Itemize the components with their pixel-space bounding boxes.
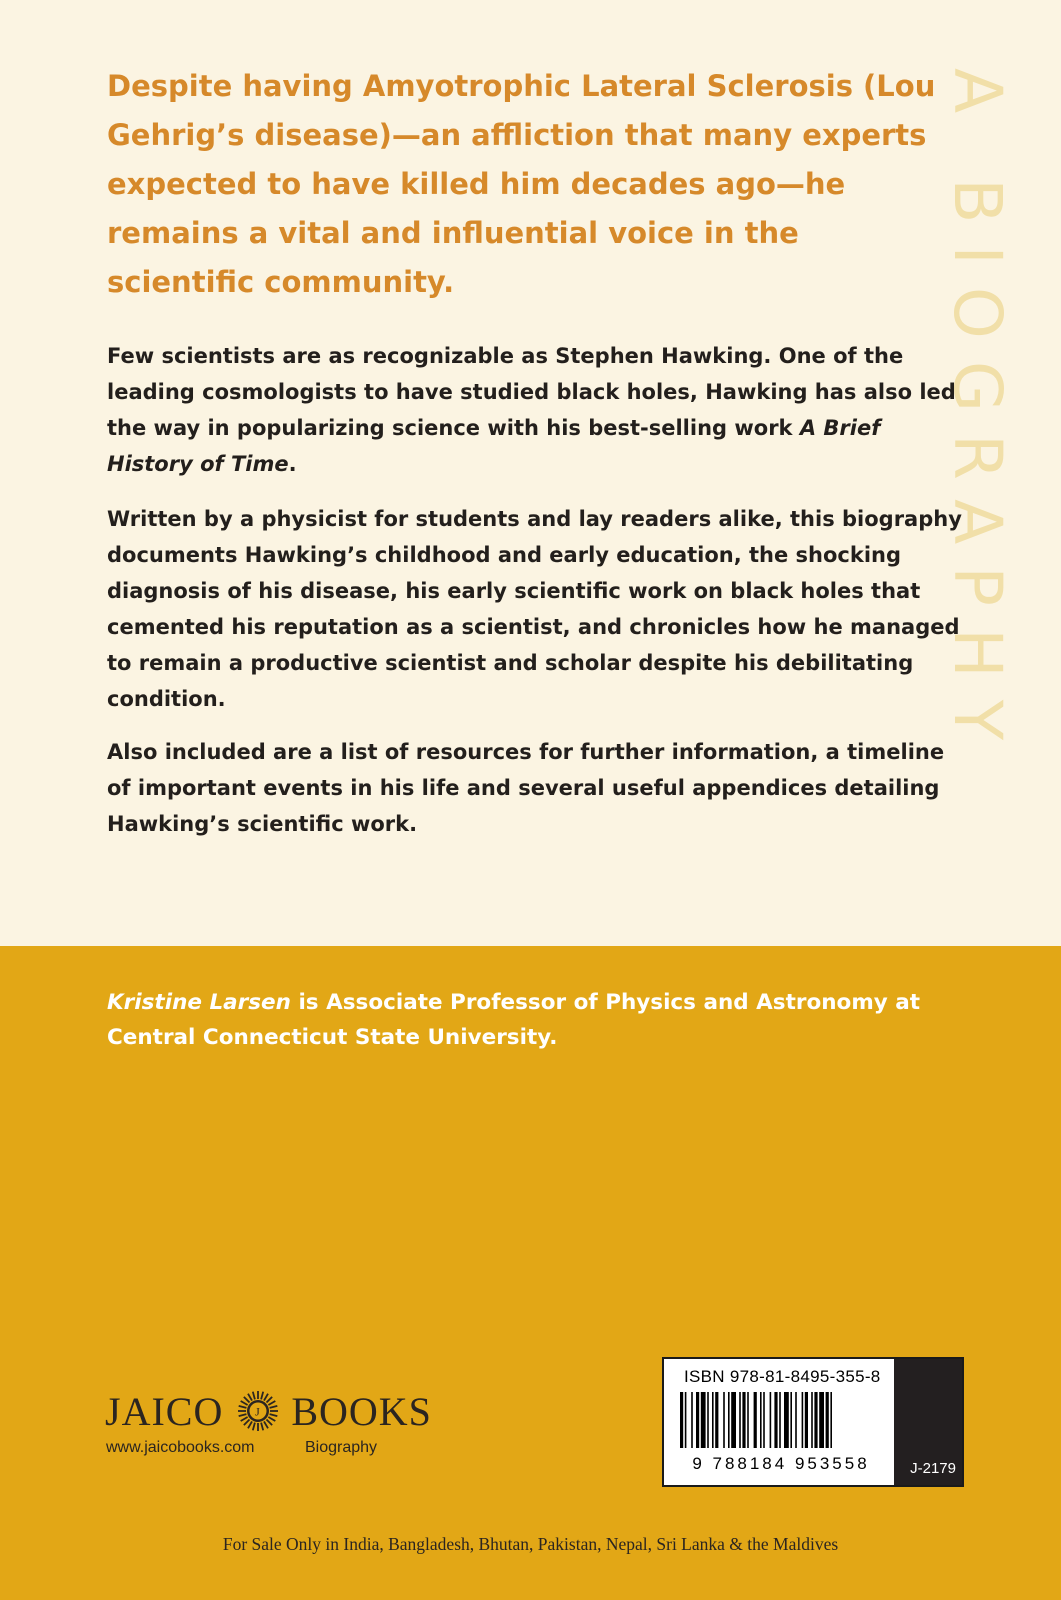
barcode-digits: 9 788184 953558	[692, 1454, 870, 1473]
description-paragraph-1	[107, 338, 967, 482]
barcode-side-strip	[894, 1359, 962, 1485]
side-title: A BIOGRAPHY	[939, 68, 1016, 763]
author-name: Kristine Larsen	[107, 990, 291, 1015]
publisher-logo	[105, 1386, 432, 1436]
paragraph-1-text: Few scientists are as recognizable as Stephen Hawking. One of the leading cosmologists to have studied black holes, Hawking has also led the way in popularizing science with his best-selling work	[107, 344, 956, 440]
description-paragraph-3: Also included are a list of resources for further information, a timeline of important events in his life and several useful appendices detailing Hawking’s scientific work.	[107, 740, 945, 836]
author-bio-text: is Associate Professor of Physics and Astronomy at Central Connecticut State University.	[107, 990, 921, 1050]
category-label: Biography	[305, 1439, 378, 1456]
sale-notice: For Sale Only in India, Bangladesh, Bhutan, Pakistan, Nepal, Sri Lanka & the Maldives	[222, 1534, 839, 1554]
pull-quote: Despite having Amyotrophic Lateral Sclerosis (Lou Gehrig’s disease)—an affliction that many experts expected to have killed him decades ago—he remains a vital and influential voice in the scientific community.	[107, 69, 936, 299]
isbn-barcode	[662, 1357, 964, 1487]
product-code: J-2179	[910, 1460, 956, 1477]
emblem-letter: J	[255, 1404, 262, 1419]
barcode-bars	[676, 1392, 886, 1477]
author-bio	[107, 985, 967, 1055]
publisher-name-left: JAICO	[105, 1388, 224, 1434]
book-title: A Brief History of Time	[107, 416, 881, 476]
publisher-name-right: BOOKS	[291, 1388, 432, 1434]
isbn-label: ISBN 978-81-8495-355-8	[684, 1367, 881, 1386]
paragraph-1-end: .	[288, 452, 297, 476]
description-paragraph-2: Written by a physicist for students and lay readers alike, this biography documents Hawking’s childhood and early education, the shocking diagnosis of his disease, his early scientific work on black holes that cemented his reputation as a scientist, and chronicles how he managed to remain a productive scientist and scholar despite his debilitating condition.	[107, 507, 962, 711]
publisher-url: www.jaicobooks.com	[106, 1439, 255, 1456]
sun-emblem-icon	[237, 1390, 279, 1432]
